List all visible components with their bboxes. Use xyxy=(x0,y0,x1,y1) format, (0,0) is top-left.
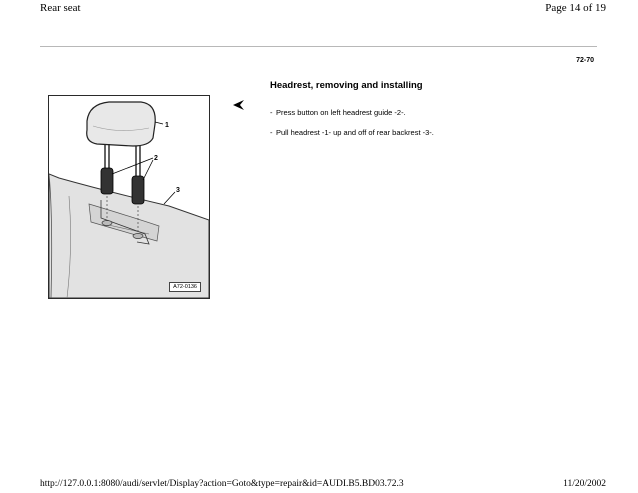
arrow-pointer-icon xyxy=(232,99,248,111)
step-item xyxy=(270,103,434,123)
headrest-illustration xyxy=(48,95,210,299)
header-page-number: Page 14 of 19 xyxy=(545,2,606,14)
callout-1: 1 xyxy=(165,122,169,129)
step-marker: - xyxy=(270,108,273,117)
callout-3: 3 xyxy=(176,187,180,194)
footer-url[interactable]: http://127.0.0.1:8080/audi/servlet/Display?action=Goto&type=repair&id=AUDI.B5.BD03.72.3 xyxy=(40,479,404,489)
step-text: Press button on left headrest guide -2-. xyxy=(276,108,406,117)
step-marker: - xyxy=(270,128,273,137)
header-divider xyxy=(40,46,597,47)
header-section-title: Rear seat xyxy=(40,2,81,14)
step-item xyxy=(270,123,434,143)
procedure-steps xyxy=(270,103,434,143)
footer-date: 11/20/2002 xyxy=(563,479,606,489)
step-text: Pull headrest -1- up and off of rear backrest -3-. xyxy=(276,128,434,137)
procedure-title: Headrest, removing and installing xyxy=(270,80,423,91)
headrest-drawing xyxy=(49,96,209,298)
callout-2: 2 xyxy=(154,155,158,162)
figure-code: A72-0136 xyxy=(169,282,201,292)
section-number: 72-70 xyxy=(576,57,594,64)
